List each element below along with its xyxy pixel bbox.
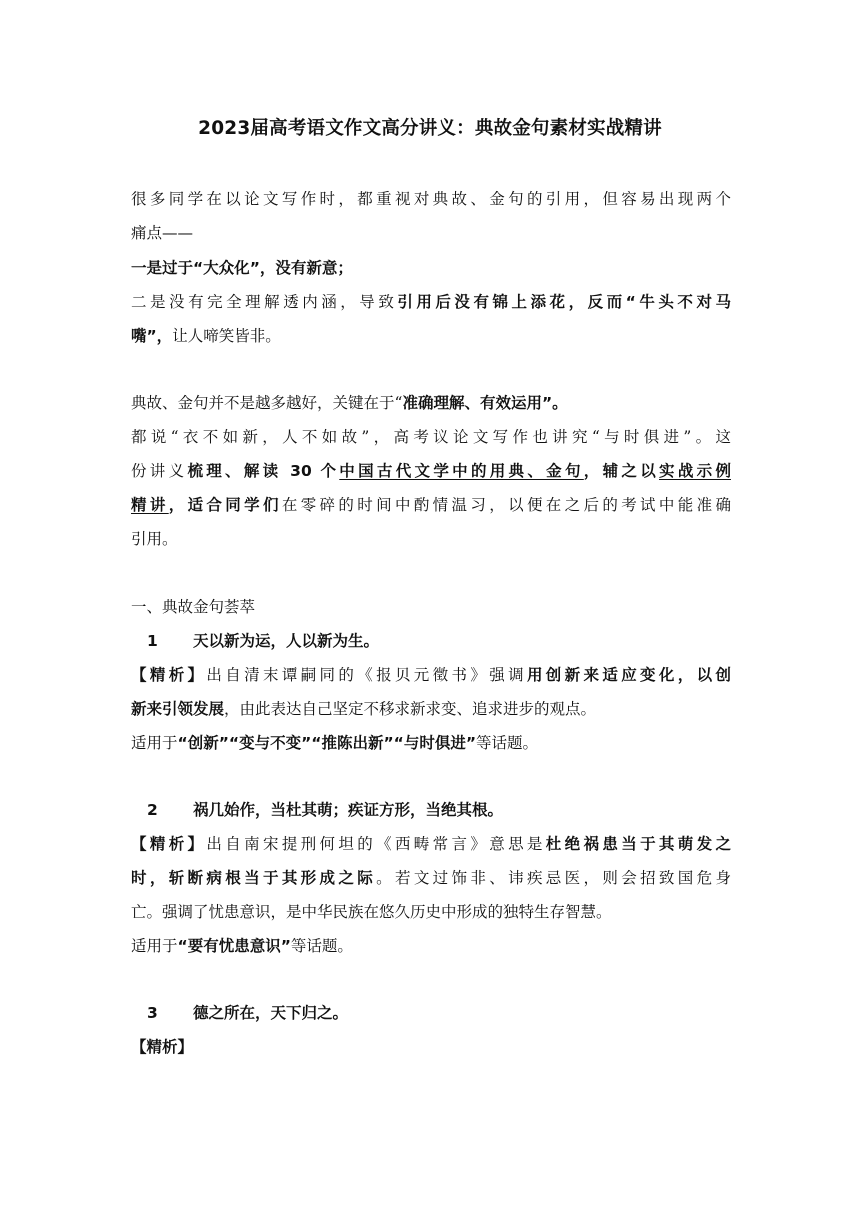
usage-suffix: 等话题。 [476, 734, 539, 752]
item-1-analysis-line-2 [131, 698, 731, 720]
analysis-emphasis: 杜绝祸患当于其萌发之 [545, 835, 731, 853]
item-quote: 天以新为运，人以新为生。 [193, 632, 380, 650]
intro-text: 让人啼笑皆非。 [172, 327, 281, 345]
intro-text: 二是没有完全理解透内涵，导致 [131, 293, 398, 311]
para2-underline: 精讲 [131, 496, 169, 514]
usage-suffix: 等话题。 [290, 937, 353, 955]
intro-emphasis: 引用后没有锦上添花，反而“牛头不对马 [397, 293, 731, 311]
item-quote: 祸几始作，当杜其萌；疾证方形，当绝其根。 [193, 801, 504, 819]
para2-underline: 实战示例 [659, 462, 731, 480]
item-1-usage [131, 732, 731, 754]
item-2-analysis-line-3: 亡。强调了忧患意识，是中华民族在悠久历史中形成的独特生存智慧。 [131, 903, 612, 921]
para2-emphasis: 梳理、解读 30 个 [187, 462, 340, 480]
analysis-emphasis: 时，斩断病根当于其形成之际 [131, 869, 377, 887]
intro-line-5 [131, 325, 731, 347]
intro-line-2: 痛点—— [131, 224, 194, 242]
intro-line-3: 一是过于“大众化”，没有新意； [131, 259, 353, 277]
analysis-label: 【精析】 [131, 666, 207, 684]
item-1-heading [131, 630, 731, 652]
para2-underline: 中国古代文学中的用典、金句 [339, 462, 584, 480]
item-number: 1 [147, 632, 158, 650]
para2-line-2: 都说“衣不如新，人不如故”，高考议论文写作也讲究“与时俱进”。这 [131, 428, 731, 446]
item-2-usage [131, 935, 731, 957]
analysis-emphasis: 用创新来适应变化，以创 [526, 666, 731, 684]
item-3-analysis-label: 【精析】 [131, 1038, 194, 1056]
usage-prefix: 适用于 [131, 937, 178, 955]
para2-text: 典故、金句并不是越多越好，关键在于“ [131, 394, 403, 412]
para2-emphasis: ，辅之以 [583, 462, 660, 480]
item-2-heading [131, 799, 731, 821]
item-2-analysis-line-2 [131, 867, 731, 889]
item-quote: 德之所在，天下归之。 [193, 1004, 349, 1022]
page-title: 2023届高考语文作文高分讲义：典故金句素材实战精讲 [198, 118, 662, 139]
analysis-text: 。若文过饰非、讳疾忌医，则会招致国危身 [376, 869, 731, 887]
usage-topics: “创新”“变与不变”“推陈出新”“与时俱进” [177, 734, 477, 752]
analysis-emphasis: 新来引领发展 [131, 700, 225, 718]
para2-line-4 [131, 494, 731, 516]
intro-line-1: 很多同学在以论文写作时，都重视对典故、金句的引用，但容易出现两个 [131, 190, 731, 208]
para2-emphasis: 准确理解、有效运用”。 [402, 394, 568, 412]
intro-emphasis: 嘴”， [131, 327, 173, 345]
para2-line-5: 引用。 [131, 530, 178, 548]
para2-emphasis: ，适合同学们 [168, 496, 282, 514]
para2-text: 在零碎的时间中酌情温习，以便在之后的考试中能准确 [281, 496, 731, 514]
item-number: 3 [147, 1004, 158, 1022]
item-number: 2 [147, 801, 158, 819]
para2-text: 份讲义 [131, 462, 188, 480]
analysis-text: 出自南宋提刑何坦的《西畴常言》意思是 [206, 835, 546, 853]
analysis-text: 出自清末谭嗣同的《报贝元徵书》强调 [206, 666, 527, 684]
item-3-heading [131, 1002, 731, 1024]
para2-line-3 [131, 460, 731, 482]
analysis-label: 【精析】 [131, 835, 207, 853]
usage-topics: “要有忧患意识” [177, 937, 291, 955]
para2-line-1 [131, 392, 731, 414]
analysis-text: ，由此表达自己坚定不移求新求变、追求进步的观点。 [224, 700, 597, 718]
item-2-analysis-line-1 [131, 833, 731, 855]
usage-prefix: 适用于 [131, 734, 178, 752]
item-1-analysis-line-1 [131, 664, 731, 686]
section-heading: 一、典故金句荟萃 [131, 598, 256, 616]
intro-line-4 [131, 291, 731, 313]
